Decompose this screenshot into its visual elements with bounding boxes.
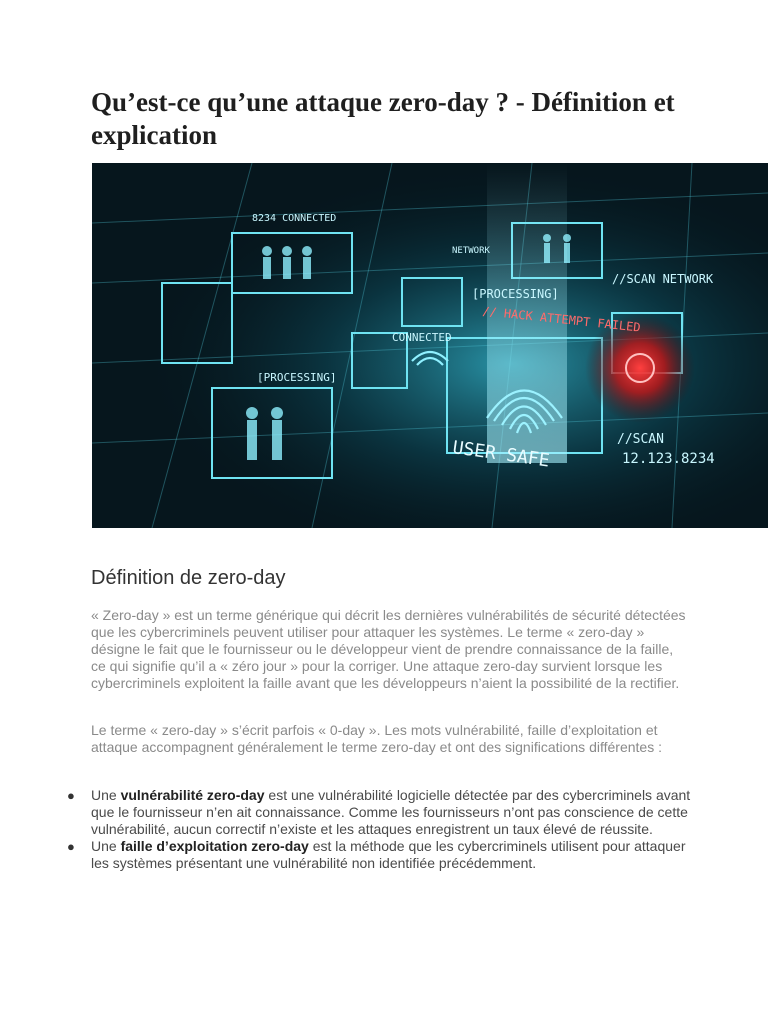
list-item [67, 787, 691, 838]
page-title: Qu’est-ce qu’une attaque zero-day ? - Définition et explication [91, 87, 675, 150]
list-item-text: est une vulnérabilité logicielle détectée par des cybercriminels avant que le fournisseur n’en ait connaissance. Comme les fournisseurs n’ont pas conscience de cette vulnérabilité, aucun correctif n’existe et les attaques enregistrent un taux élevé de réussite. [91, 787, 691, 837]
hero-text-processing: [PROCESSING] [472, 287, 559, 301]
definitions-list [67, 787, 691, 872]
hero-text-user-safe: USER SAFE [451, 437, 551, 472]
list-item-text: est la méthode que les cybercriminels utilisent pour attaquer les systèmes présentant une vulnérabilité non identifiée précédemment. [91, 838, 686, 871]
section-heading: Définition de zero-day [91, 567, 286, 589]
hero-text-hack-failed: // HACK ATTEMPT FAILED [481, 304, 642, 335]
list-item-term: vulnérabilité zero-day [120, 787, 265, 803]
hero-text-processing-2: [PROCESSING] [257, 371, 337, 384]
paragraph-terms: Le terme « zero-day » s’écrit parfois « 0-day ». Les mots vulnérabilité, faille d’exploitation et attaque accompagnent généralement le terme zero-day et ont des significations différentes : [91, 722, 662, 755]
list-item [67, 838, 691, 872]
hero-text-scan: //SCAN [617, 432, 664, 447]
hero-text-scan-network: //SCAN NETWORK [612, 272, 714, 286]
list-item-term: faille d’exploitation zero-day [120, 838, 309, 854]
hero-text-connected: CONNECTED [392, 331, 452, 344]
hero-image [92, 163, 768, 528]
bullet-icon: ● [67, 839, 75, 854]
hero-text-connected-top: 8234 CONNECTED [252, 213, 337, 224]
paragraph-definition: « Zero-day » est un terme générique qui décrit les dernières vulnérabilités de sécurité détectées que les cybercriminels peuvent utiliser pour attaquer les systèmes. Le terme « zero-day » désigne le fait que le fournisseur ou le développeur vient de prendre connaissance de la faille, ce qui signifie qu’il a « zéro jour » pour la corriger. Une attaque zero-day survient lorsque les cybercriminels exploitent la faille avant que les développeurs n’aient la possibilité de la rectifier. [91, 607, 686, 691]
bullet-icon: ● [67, 788, 75, 803]
hero-text-network: NETWORK [452, 246, 490, 256]
list-item-prefix: Une [91, 787, 121, 803]
list-item-prefix: Une [91, 838, 121, 854]
hero-text-scan-value: 12.123.8234 [622, 451, 715, 467]
